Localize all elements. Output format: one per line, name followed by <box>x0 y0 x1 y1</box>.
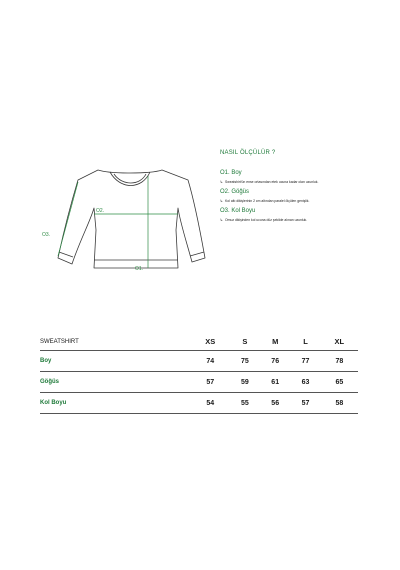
guide-title: NASIL ÖLÇÜLÜR ? <box>220 150 276 156</box>
label-o1: O1. <box>135 266 144 272</box>
arrow-icon: ↳ <box>220 218 224 222</box>
table-row <box>40 393 358 414</box>
cell-value: 78 <box>321 351 358 372</box>
size-header-m: M <box>260 333 290 351</box>
arrow-icon: ↳ <box>220 199 224 203</box>
table-row <box>40 351 358 372</box>
cell-value: 55 <box>230 393 260 414</box>
arrow-icon: ↳ <box>220 180 224 184</box>
sweatshirt-diagram <box>40 160 220 290</box>
cell-value: 57 <box>290 393 320 414</box>
cell-value: 77 <box>290 351 320 372</box>
cuff-left <box>59 252 73 257</box>
guide-section-kol-boyu <box>220 208 390 222</box>
cell-value: 59 <box>230 372 260 393</box>
size-table <box>40 333 358 414</box>
section-title: O2. Göğüs <box>220 189 250 195</box>
row-label: Kol Boyu <box>40 393 191 414</box>
cell-value: 63 <box>290 372 320 393</box>
cell-value: 75 <box>230 351 260 372</box>
cell-value: 57 <box>191 372 230 393</box>
label-o3: O3. <box>42 232 51 238</box>
size-header-l: L <box>290 333 320 351</box>
section-description <box>220 199 390 203</box>
guide-section-gogus <box>220 189 390 203</box>
cell-value: 56 <box>260 393 290 414</box>
guide-section-boy <box>220 170 390 184</box>
size-header-s: S <box>230 333 260 351</box>
measure-o3-line <box>58 182 78 256</box>
section-text: Sweatshirt'ün ense ortasından etek ucuna kadar olan uzunluk. <box>225 180 319 184</box>
cell-value: 76 <box>260 351 290 372</box>
cell-value: 74 <box>191 351 230 372</box>
table-row <box>40 372 358 393</box>
table-header-row <box>40 333 358 351</box>
label-o2: O2. <box>96 208 105 214</box>
product-header: SWEATSHIRT <box>40 333 191 351</box>
cell-value: 65 <box>321 372 358 393</box>
section-description <box>220 218 390 222</box>
cell-value: 61 <box>260 372 290 393</box>
section-text: Omuz dikişinden kol ucuna düz şekilde alınan uzunluk. <box>225 218 308 222</box>
sweatshirt-outline <box>58 170 205 268</box>
cell-value: 58 <box>321 393 358 414</box>
section-description <box>220 180 390 184</box>
size-header-xl: XL <box>321 333 358 351</box>
section-title: O1. Boy <box>220 170 242 176</box>
cuff-right <box>190 252 204 256</box>
size-header-xs: XS <box>191 333 230 351</box>
section-text: Kol altı dikişlerinin 2 cm altından paralel ölçülen genişlik. <box>225 199 310 203</box>
measurement-guide <box>220 150 390 227</box>
row-label: Göğüs <box>40 372 191 393</box>
cell-value: 54 <box>191 393 230 414</box>
section-title: O3. Kol Boyu <box>220 208 256 214</box>
row-label: Boy <box>40 351 191 372</box>
neck-rib <box>110 172 150 186</box>
